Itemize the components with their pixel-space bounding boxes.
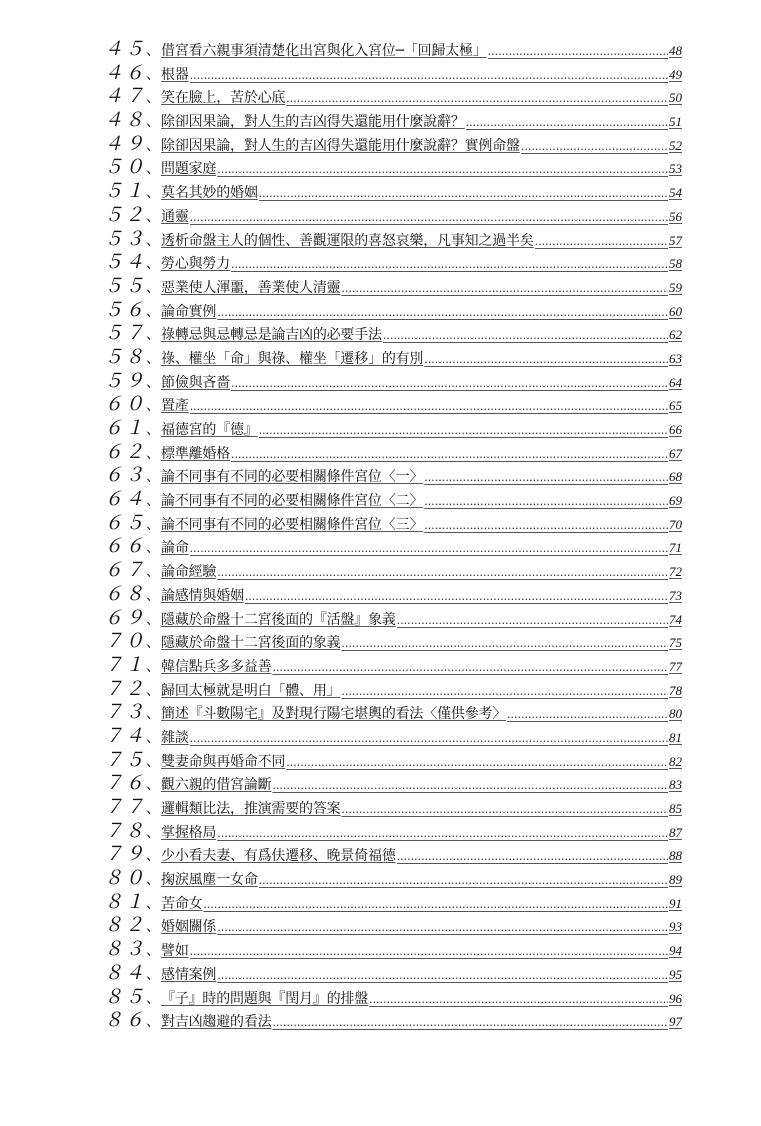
toc-entry[interactable]: [104, 180, 682, 204]
toc-entry-number: ６８: [104, 582, 147, 605]
toc-dot-leader: [190, 940, 668, 964]
toc-entry-title[interactable]: 祿、權坐「命」與祿、權坐「遷移」的有別: [161, 350, 424, 367]
toc-entry-separator: 、: [146, 327, 161, 344]
toc-entry[interactable]: [104, 678, 682, 702]
toc-entry-separator: 、: [146, 493, 161, 510]
toc-entry-page-number[interactable]: 56: [669, 208, 682, 224]
toc-entry-page-number[interactable]: 63: [669, 350, 682, 366]
toc-entry[interactable]: [104, 986, 682, 1010]
toc-dot-leader: [521, 135, 668, 159]
toc-entry-page-number[interactable]: 71: [669, 540, 682, 556]
toc-entry-number: ６２: [104, 440, 147, 463]
toc-dot-leader: [488, 40, 668, 64]
toc-entry-number: ８４: [104, 961, 147, 984]
toc-entry-number: ６３: [104, 464, 147, 487]
toc-entry-separator: 、: [146, 587, 161, 604]
toc-entry-page-number[interactable]: 57: [669, 232, 682, 248]
toc-entry-number: ４５: [104, 38, 147, 60]
toc-entry-separator: 、: [146, 90, 161, 107]
toc-entry-title[interactable]: 掬淚風塵一女命: [161, 872, 258, 889]
toc-entry-separator: 、: [146, 208, 161, 225]
toc-entry-page-number[interactable]: 66: [669, 422, 682, 437]
toc-entry-page-number[interactable]: 60: [669, 303, 682, 319]
toc-entry-number: ６１: [104, 417, 147, 439]
toc-entry[interactable]: [104, 583, 682, 607]
toc-entry[interactable]: [104, 796, 682, 820]
toc-entry[interactable]: [104, 701, 682, 725]
toc-entry-title[interactable]: 問題家庭: [161, 161, 217, 178]
toc-entry-page-number[interactable]: 80: [669, 706, 682, 722]
toc-entry-number: ４８: [104, 109, 147, 132]
toc-entry-number: ７４: [104, 724, 147, 747]
toc-entry-separator: 、: [146, 611, 161, 628]
toc-entry-title[interactable]: 簡述『斗數陽宅』及對現行陽宅堪輿的看法〈僅供參考〉: [161, 706, 507, 723]
toc-entry-number: ８１: [104, 890, 147, 913]
toc-entry-page-number[interactable]: 64: [669, 374, 682, 390]
toc-dot-leader: [286, 751, 668, 775]
toc-entry-number: ８０: [104, 867, 147, 890]
toc-entry-separator: 、: [146, 374, 161, 391]
toc-entry-number: ５０: [104, 156, 147, 179]
toc-entry-page-number[interactable]: 81: [669, 729, 682, 745]
toc-entry[interactable]: [104, 133, 682, 157]
toc-entry-page-number[interactable]: 68: [669, 469, 682, 485]
toc-entry[interactable]: [104, 109, 682, 133]
toc-dot-leader: [259, 182, 668, 206]
toc-entry-title[interactable]: 惡業使人渾噩，善業使人清靈: [161, 279, 341, 296]
toc-entry-number: ６７: [104, 559, 147, 582]
toc-entry-page-number[interactable]: 72: [669, 564, 682, 580]
toc-entry-number: ５４: [104, 251, 147, 274]
toc-dot-leader: [341, 680, 668, 704]
toc-entry-separator: 、: [146, 943, 161, 960]
toc-entry-number: ７９: [104, 843, 147, 866]
toc-entry[interactable]: [104, 38, 682, 62]
toc-entry-number: ５８: [104, 345, 147, 368]
toc-entry-separator: 、: [146, 753, 161, 770]
toc-entry-separator: 、: [146, 422, 161, 438]
toc-entry-page-number[interactable]: 83: [669, 777, 682, 793]
toc-entry-title[interactable]: 論不同事有不同的必要相關條件宮位〈三〉: [161, 516, 424, 533]
toc-entry[interactable]: [104, 346, 682, 370]
toc-entry-title[interactable]: 雙妻命與再婚命不同: [161, 753, 286, 770]
toc-entry[interactable]: [104, 417, 682, 441]
toc-entry-title[interactable]: 掌握格局: [161, 824, 217, 841]
toc-entry-title[interactable]: 根器: [161, 66, 189, 83]
toc-entry[interactable]: [104, 749, 682, 773]
toc-entry[interactable]: [104, 251, 682, 275]
toc-entry[interactable]: [104, 1009, 682, 1033]
toc-entry-number: ５５: [104, 274, 147, 297]
toc-entry-title[interactable]: 邏輯類比法，推演需要的答案: [161, 801, 341, 817]
toc-entry[interactable]: [104, 275, 682, 299]
toc-entry-title[interactable]: 感情案例: [161, 966, 217, 983]
toc-entry-separator: 、: [146, 824, 161, 841]
toc-entry-separator: 、: [146, 848, 161, 865]
toc-entry[interactable]: [104, 938, 682, 962]
toc-entry-page-number[interactable]: 48: [669, 43, 682, 58]
toc-entry-number: ６９: [104, 606, 147, 629]
toc-entry-number: ７１: [104, 653, 147, 676]
toc-entry-title[interactable]: 觀六親的借宮論斷: [161, 777, 272, 794]
toc-entry-number: ７３: [104, 701, 147, 724]
toc-entry-number: ８６: [104, 1009, 147, 1032]
toc-entry-title[interactable]: 論命: [161, 540, 189, 557]
toc-entry-title[interactable]: 歸回太極就是明白「體、用」: [161, 682, 341, 699]
toc-entry-title[interactable]: 置產: [161, 398, 189, 415]
toc-entry-title[interactable]: 標準離婚格: [161, 445, 231, 462]
toc-entry-title[interactable]: 論不同事有不同的必要相關條件宮位〈二〉: [161, 493, 424, 510]
toc-entry-page-number[interactable]: 87: [669, 824, 682, 840]
toc-entry[interactable]: [104, 204, 682, 228]
toc-entry-title[interactable]: 論感情與婚姻: [161, 587, 244, 604]
toc-entry-separator: 、: [146, 43, 161, 59]
toc-entry-separator: 、: [146, 635, 161, 652]
toc-entry-title[interactable]: 笑在臉上，苦於心底: [161, 90, 286, 107]
toc-dot-leader: [507, 703, 668, 727]
toc-entry-number: ６４: [104, 488, 147, 511]
toc-entry-page-number[interactable]: 77: [669, 658, 682, 674]
toc-dot-leader: [217, 561, 668, 585]
toc-entry-separator: 、: [146, 516, 161, 533]
toc-dot-leader: [231, 253, 668, 277]
toc-dot-leader: [397, 845, 668, 869]
toc-dot-leader: [341, 277, 668, 301]
toc-entry-page-number[interactable]: 62: [669, 327, 682, 343]
toc-entry-number: ５６: [104, 298, 147, 321]
toc-entry-title[interactable]: 借宮看六親事須清楚化出宮與化入宮位─「回歸太極」: [161, 43, 487, 59]
toc-entry-page-number[interactable]: 91: [669, 895, 682, 911]
toc-entry-number: ５９: [104, 369, 147, 392]
toc-dot-leader: [259, 869, 668, 893]
toc-entry-title[interactable]: 論不同事有不同的必要相關條件宮位〈一〉: [161, 469, 424, 486]
toc-entry-page-number[interactable]: 59: [669, 279, 682, 295]
toc-entry-page-number[interactable]: 70: [669, 516, 682, 532]
toc-dot-leader: [217, 158, 668, 182]
toc-entry-number: ５７: [104, 322, 147, 345]
toc-entry-title[interactable]: 勞心與勞力: [161, 256, 231, 273]
toc-entry-page-number[interactable]: 97: [669, 1014, 682, 1030]
toc-entry-number: ８５: [104, 985, 147, 1008]
toc-entry-page-number[interactable]: 88: [669, 848, 682, 864]
toc-entry-number: ６６: [104, 535, 147, 558]
toc-entry-separator: 、: [146, 137, 161, 154]
toc-entry-page-number[interactable]: 65: [669, 398, 682, 414]
toc-entry[interactable]: [104, 488, 682, 512]
toc-entry[interactable]: [104, 85, 682, 109]
toc-entry-separator: 、: [146, 279, 161, 296]
toc-entry-separator: 、: [146, 1014, 161, 1031]
toc-entry-page-number[interactable]: 85: [669, 801, 682, 816]
toc-entry-page-number[interactable]: 95: [669, 966, 682, 982]
toc-entry-title[interactable]: 節儉與吝嗇: [161, 374, 231, 391]
toc-entry-title[interactable]: 通靈: [161, 208, 189, 225]
toc-entry-number: ５１: [104, 180, 147, 203]
toc-entry-page-number[interactable]: 50: [669, 90, 682, 106]
toc-entry[interactable]: [104, 464, 682, 488]
toc-entry[interactable]: [104, 654, 682, 678]
toc-entry-title[interactable]: 婚姻關係: [161, 919, 217, 936]
toc-entry-title[interactable]: 論命經驗: [161, 564, 217, 581]
toc-entry-separator: 、: [146, 469, 161, 486]
toc-entry-title[interactable]: 除卻因果論，對人生的吉凶得失還能用什麼說辭？實例命盤: [161, 137, 520, 154]
toc-entry-title[interactable]: 隱藏於命盤十二宮後面的象義: [161, 635, 341, 652]
toc-dot-leader: [231, 443, 668, 467]
toc-entry[interactable]: [104, 512, 682, 536]
toc-entry[interactable]: [104, 891, 682, 915]
toc-entry-title[interactable]: 透析命盤主人的個性、善觀運限的喜怒哀樂，凡事知之過半矣: [161, 232, 534, 249]
toc-entry-separator: 、: [146, 232, 161, 249]
toc-dot-leader: [272, 1011, 668, 1035]
toc-entry-separator: 、: [146, 185, 161, 202]
toc-dot-leader: [424, 348, 668, 372]
toc-entry-separator: 、: [146, 66, 161, 83]
toc-entry-separator: 、: [146, 706, 161, 723]
toc-entry-number: ７０: [104, 630, 147, 653]
toc-entry-number: ７２: [104, 677, 147, 700]
toc-dot-leader: [190, 395, 668, 419]
toc-entry[interactable]: [104, 725, 682, 749]
toc-dot-leader: [217, 964, 668, 988]
toc-entry[interactable]: [104, 62, 682, 86]
toc-entry-separator: 、: [146, 540, 161, 557]
toc-entry-separator: 、: [146, 564, 161, 581]
toc-entry[interactable]: [104, 535, 682, 559]
toc-dot-leader: [217, 916, 668, 940]
toc-entry-number: ７５: [104, 748, 147, 771]
toc-entry-separator: 、: [146, 161, 161, 178]
toc-entry-separator: 、: [146, 895, 161, 912]
toc-dot-leader: [535, 230, 668, 254]
toc-dot-leader: [259, 419, 668, 443]
toc-entry-number: ４９: [104, 132, 147, 155]
toc-entry-title[interactable]: 隱藏於命盤十二宮後面的『活盤』象義: [161, 611, 396, 628]
toc-entry-page-number[interactable]: 74: [669, 611, 682, 627]
toc-entry-number: ４７: [104, 85, 147, 108]
toc-entry-number: ５２: [104, 203, 147, 226]
toc-entry-separator: 、: [146, 966, 161, 983]
toc-dot-leader: [272, 774, 668, 798]
toc-entry[interactable]: [104, 393, 682, 417]
toc-dot-leader: [424, 466, 668, 490]
toc-entry-separator: 、: [146, 729, 161, 746]
toc-entry-page-number[interactable]: 73: [669, 587, 682, 603]
toc-entry-page-number[interactable]: 94: [669, 943, 682, 959]
toc-dot-leader: [217, 822, 668, 846]
toc-entry[interactable]: [104, 962, 682, 986]
toc-dot-leader: [369, 988, 668, 1012]
toc-dot-leader: [286, 87, 668, 111]
toc-entry[interactable]: [104, 867, 682, 891]
toc-entry-page-number[interactable]: 69: [669, 493, 682, 509]
toc-entry-separator: 、: [146, 398, 161, 415]
toc-entry-separator: 、: [146, 658, 161, 675]
toc-entry-title[interactable]: 『子』時的問題與『閏月』的排盤: [161, 990, 369, 1007]
toc-dot-leader: [383, 324, 668, 348]
toc-entry-page-number[interactable]: 93: [669, 919, 682, 935]
toc-dot-leader: [424, 490, 668, 514]
toc-entry[interactable]: [104, 228, 682, 252]
toc-entry-title[interactable]: 雜談: [161, 729, 189, 746]
toc-entry-page-number[interactable]: 54: [669, 185, 682, 201]
toc-entry-page-number[interactable]: 75: [669, 635, 682, 651]
table-of-contents: [104, 38, 682, 1033]
toc-entry-separator: 、: [146, 777, 161, 794]
toc-entry-page-number[interactable]: 58: [669, 256, 682, 272]
toc-dot-leader: [190, 206, 668, 230]
toc-entry-separator: 、: [146, 350, 161, 367]
toc-dot-leader: [245, 585, 668, 609]
toc-dot-leader: [397, 609, 668, 633]
toc-entry-title[interactable]: 福德宮的『德』: [161, 422, 258, 438]
toc-entry[interactable]: [104, 607, 682, 631]
toc-entry-separator: 、: [146, 445, 161, 462]
toc-entry[interactable]: [104, 322, 682, 346]
toc-entry[interactable]: [104, 441, 682, 465]
toc-entry-page-number[interactable]: 89: [669, 872, 682, 888]
toc-entry-separator: 、: [146, 919, 161, 936]
toc-dot-leader: [190, 727, 668, 751]
toc-entry-title[interactable]: 除卻因果論，對人生的吉凶得失還能用什麼說辭？: [161, 114, 465, 131]
toc-entry-separator: 、: [146, 682, 161, 699]
toc-entry-separator: 、: [146, 114, 161, 131]
toc-dot-leader: [466, 111, 668, 135]
toc-entry-title[interactable]: 莫名其妙的婚姻: [161, 185, 258, 202]
toc-dot-leader: [190, 537, 668, 561]
toc-entry[interactable]: [104, 630, 682, 654]
toc-entry-title[interactable]: 論命實例: [161, 303, 217, 320]
toc-entry-page-number[interactable]: 96: [669, 990, 682, 1006]
toc-entry-number: ５３: [104, 227, 147, 250]
toc-entry-page-number[interactable]: 67: [669, 445, 682, 461]
toc-entry-number: ７７: [104, 796, 147, 818]
toc-entry-separator: 、: [146, 256, 161, 273]
toc-dot-leader: [424, 514, 668, 538]
toc-entry-title[interactable]: 譬如: [161, 943, 189, 960]
toc-entry-title[interactable]: 苦命女: [161, 895, 203, 912]
toc-entry-number: ６５: [104, 511, 147, 534]
toc-entry-page-number[interactable]: 49: [669, 66, 682, 82]
toc-entry-page-number[interactable]: 52: [669, 137, 682, 153]
toc-entry-title[interactable]: 祿轉忌與忌轉忌是論吉凶的必要手法: [161, 327, 382, 344]
toc-entry-number: ７８: [104, 819, 147, 842]
toc-entry-page-number[interactable]: 78: [669, 682, 682, 698]
toc-dot-leader: [341, 798, 668, 822]
toc-entry-number: ８３: [104, 938, 147, 961]
toc-entry[interactable]: [104, 370, 682, 394]
toc-entry[interactable]: [104, 156, 682, 180]
toc-entry[interactable]: [104, 559, 682, 583]
toc-entry[interactable]: [104, 299, 682, 323]
toc-entry-separator: 、: [146, 801, 161, 817]
toc-entry-title[interactable]: 韓信點兵多多益善: [161, 658, 272, 675]
toc-entry-number: ６０: [104, 393, 147, 416]
toc-entry-title[interactable]: 對吉凶趨避的看法: [161, 1014, 272, 1031]
toc-entry-separator: 、: [146, 303, 161, 320]
toc-entry-number: ８２: [104, 914, 147, 937]
toc-dot-leader: [272, 656, 668, 680]
toc-entry-title[interactable]: 少小看夫妻、有爲伕遷移、晚景倚福德: [161, 848, 396, 865]
toc-entry[interactable]: [104, 843, 682, 867]
toc-entry-separator: 、: [146, 872, 161, 889]
toc-entry[interactable]: [104, 772, 682, 796]
toc-entry-number: ７６: [104, 772, 147, 795]
toc-dot-leader: [341, 632, 668, 656]
toc-entry-page-number[interactable]: 51: [669, 114, 682, 130]
toc-dot-leader: [217, 301, 668, 325]
toc-dot-leader: [190, 64, 668, 88]
toc-dot-leader: [203, 893, 668, 917]
toc-entry[interactable]: [104, 914, 682, 938]
toc-entry-page-number[interactable]: 53: [669, 161, 682, 177]
toc-entry-number: ４６: [104, 61, 147, 84]
toc-dot-leader: [231, 372, 668, 396]
toc-entry[interactable]: [104, 820, 682, 844]
toc-entry-separator: 、: [146, 990, 161, 1007]
toc-entry-page-number[interactable]: 82: [669, 753, 682, 769]
